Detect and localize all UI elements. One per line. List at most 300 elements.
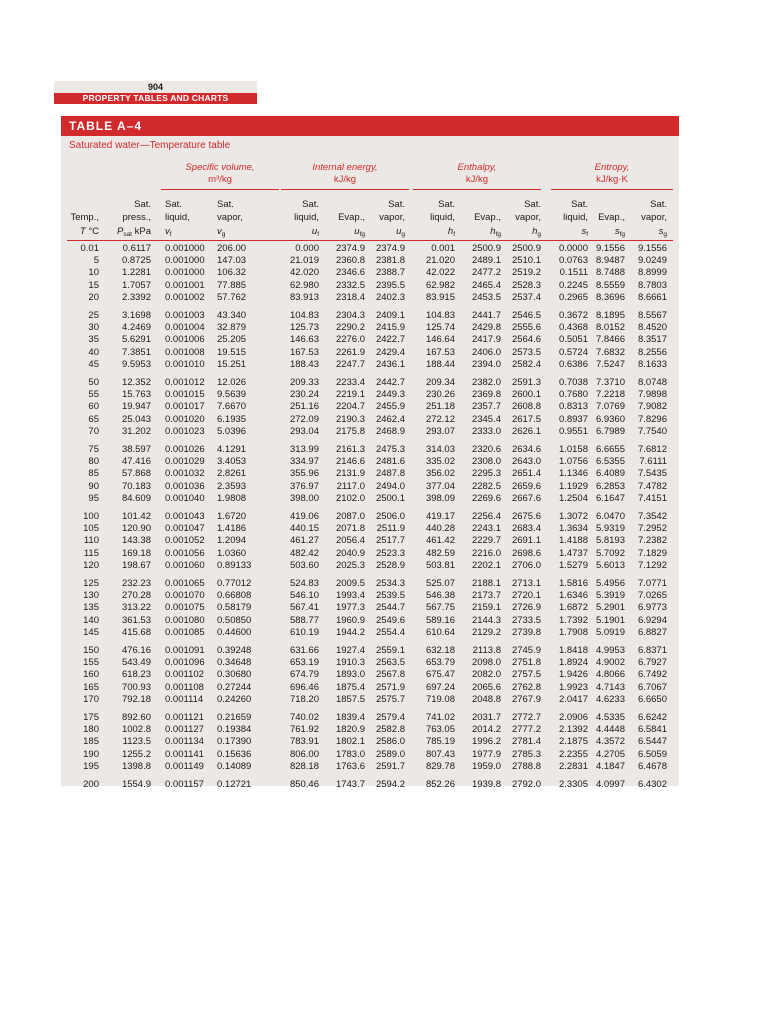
table-cell: 0.001023 [165,425,205,437]
table-cell: 0.001056 [165,547,205,559]
header-line: $s_f$ [581,225,588,238]
table-cell: 1.8418 [558,645,588,656]
table-cell: 2429.4 [375,346,405,358]
table-cell: 15 [88,279,99,291]
table-cell: 0.4368 [558,322,588,334]
table-cell: 1.7057 [121,279,151,291]
table-cell: 2173.7 [471,590,501,602]
header-line: liquid, [165,212,190,224]
table-cell: 0.8725 [121,255,151,267]
table-cell: 0.001065 [165,578,205,589]
table-cell: 2175.8 [335,425,365,437]
table-cell: 130 [83,590,99,602]
table-cell: 828.18 [289,760,319,772]
table-cell: 198.67 [121,559,151,571]
table-cell: 8.1633 [637,358,667,370]
header-line: $u_{fg}$ [354,225,365,238]
table-cell: 0.001060 [165,559,205,571]
table-cell: 361.53 [121,614,151,626]
table-cell: 700.93 [121,681,151,693]
table-cell: 2.8261 [217,468,247,480]
table-cell: 8.8999 [637,267,667,279]
table-cell: 0.19384 [217,724,252,736]
table-cell: 2204.7 [335,401,365,413]
table-cell: 2.3392 [121,291,151,303]
table-cell: 0.14089 [217,760,252,772]
table-cell: 2667.6 [511,492,541,504]
table-cell: 2573.5 [511,346,541,358]
table-cell: 8.5559 [595,279,625,291]
table-cell: 6.6650 [637,693,667,705]
table-cell: 1743.7 [335,779,365,790]
table-cell: 188.44 [425,358,455,370]
table-cell: 2082.0 [471,669,501,681]
table-cell: 104.83 [425,310,455,321]
table-cell: 1.6346 [558,590,588,602]
table-cell: 5.0396 [217,425,247,437]
table-cell: 2683.4 [511,523,541,535]
table-cell: 0.7038 [558,377,588,388]
table-cell: 440.15 [289,523,319,535]
table-cell: 7.3851 [121,346,151,358]
header-line: Sat. [650,199,667,210]
table-cell: 2346.6 [335,267,365,279]
table-title: TABLE A–4 [69,119,143,133]
table-cell: 7.3542 [637,511,667,522]
table-cell: 2528.9 [375,559,405,571]
table-cell: 0.44600 [217,626,252,638]
table-cell: 1.6872 [558,602,588,614]
table-cell: 6.7067 [637,681,667,693]
table-cell: 200 [83,779,99,790]
table-cell: 2500.1 [375,492,405,504]
table-cell: 2489.1 [471,255,501,267]
table-cell: 19.947 [121,401,151,413]
table-cell: 9.0249 [637,255,667,267]
table-cell: 106.32 [217,267,247,279]
table-cell: 2102.0 [335,492,365,504]
table-subtitle: Saturated water—Temperature table [69,140,231,151]
table-cell: 0.17390 [217,736,252,748]
table-cell: 567.75 [425,602,455,614]
table-cell: 15.251 [217,358,247,370]
header-line: Sat. [165,199,182,210]
table-cell: 125.74 [425,322,455,334]
table-cell: 7.5247 [595,358,625,370]
table-cell: 0.001127 [165,724,204,736]
table-cell: 2772.7 [511,712,541,723]
table-cell: 761.92 [289,724,319,736]
header-line: $v_g$ [217,225,226,238]
table-cell: 160 [83,669,99,681]
table-cell: 2563.5 [375,657,405,669]
table-cell: 1.0756 [558,456,588,468]
table-cell: 4.2705 [595,748,625,760]
table-cell: 2031.7 [471,712,501,723]
table-cell: 7.4782 [637,480,667,492]
group-name: Specific volume, [185,162,255,173]
table-cell: 2261.9 [335,346,365,358]
table-cell: 12.026 [217,377,247,388]
table-cell: 190 [83,748,99,760]
table-cell: 2188.1 [471,578,501,589]
table-cell: 2762.8 [511,681,541,693]
table-cell: 2468.9 [375,425,405,437]
table-cell: 5.0919 [595,626,625,638]
table-cell: 7.0265 [637,590,667,602]
header-line: Sat. [217,199,234,210]
table-cell: 675.47 [425,669,455,681]
table-cell: 0.66808 [217,590,252,602]
table-cell: 0.1511 [559,267,588,279]
table-cell: 0.89133 [217,559,252,571]
table-cell: 175 [83,712,99,723]
group-unit: kJ/kg·K [596,174,628,185]
table-cell: 8.7803 [637,279,667,291]
table-cell: 1977.3 [335,602,365,614]
table-cell: 2417.9 [471,334,501,346]
table-cell: 314.03 [425,444,455,455]
table-cell: 2651.4 [511,468,541,480]
table-cell: 2475.3 [375,444,405,455]
table-cell: 2.1875 [558,736,588,748]
table-cell: 4.2469 [121,322,151,334]
table-cell: 5.3919 [595,590,625,602]
table-cell: 7.6111 [639,456,667,468]
table-cell: 4.9002 [595,657,625,669]
table-cell: 0.000 [295,243,319,254]
table-cell: 377.04 [425,480,455,492]
table-cell: 543.49 [121,657,151,669]
table-cell: 610.19 [289,626,319,638]
table-cell: 2582.8 [375,724,405,736]
table-cell: 0.2965 [558,291,588,303]
table-cell: 1.7392 [558,614,588,626]
table-cell: 2247.7 [335,358,365,370]
header-line: T °C [79,225,99,237]
header-line: $h_g$ [532,225,541,238]
table-cell: 2462.4 [375,413,405,425]
table-cell: 1996.2 [471,736,501,748]
table-cell: 4.0997 [595,779,625,790]
table-cell: 32.879 [217,322,247,334]
table-cell: 8.0152 [595,322,625,334]
table-cell: 482.59 [425,547,455,559]
table-cell: 1959.0 [471,760,501,772]
table-cell: 115 [83,547,99,559]
table-cell: 4.5335 [595,712,625,723]
table-cell: 653.19 [289,657,319,669]
table-cell: 188.43 [289,358,319,370]
table-cell: 2415.9 [375,322,405,334]
table-cell: 2626.1 [511,425,541,437]
table-cell: 0.001114 [165,693,204,705]
table-cell: 2256.4 [471,511,501,522]
table-cell: 4.6233 [595,693,625,705]
table-cell: 140 [83,614,99,626]
table-cell: 6.8371 [637,645,667,656]
table-cell: 2098.0 [471,657,501,669]
table-cell: 2190.3 [335,413,365,425]
table-cell: 1.6720 [217,511,247,522]
table-cell: 2374.9 [335,243,365,254]
table-cell: 0.2245 [558,279,588,291]
table-cell: 185 [83,736,99,748]
table-cell: 60 [88,401,99,413]
table-cell: 8.0748 [637,377,667,388]
table-cell: 2129.2 [471,626,501,638]
table-cell: 2511.9 [376,523,405,535]
table-cell: 2269.6 [471,492,501,504]
table-cell: 2534.3 [375,578,405,589]
table-cell: 5.4956 [595,578,625,589]
table-cell: 2009.5 [335,578,365,589]
table-cell: 2659.6 [511,480,541,492]
table-cell: 145 [83,626,99,638]
table-cell: 230.24 [289,389,319,401]
table-cell: 110 [83,535,99,547]
header-line: Sat. [388,199,405,210]
table-cell: 313.22 [121,602,151,614]
table-cell: 763.05 [425,724,455,736]
table-cell: 0.001096 [165,657,205,669]
table-cell: 83.913 [289,291,319,303]
table-cell: 2381.8 [375,255,405,267]
table-cell: 6.9294 [637,614,667,626]
table-cell: 419.17 [425,511,455,522]
table-cell: 5.2901 [595,602,625,614]
table-cell: 0.5051 [558,334,588,346]
table-cell: 15.763 [121,389,151,401]
table-cell: 398.00 [289,492,319,504]
table-cell: 2510.1 [511,255,541,267]
table-cell: 8.3696 [595,291,625,303]
table-cell: 90 [88,480,99,492]
table-cell: 785.19 [425,736,455,748]
table-cell: 50 [88,377,99,388]
table-cell: 2295.3 [471,468,501,480]
table-cell: 0.001 [431,243,455,254]
table-cell: 0.001003 [165,310,205,321]
table-cell: 2276.0 [335,334,365,346]
table-cell: 1.9808 [217,492,247,504]
table-cell: 1.7908 [558,626,588,638]
table-cell: 0.001017 [165,401,205,413]
table-cell: 6.4678 [637,760,667,772]
table-cell: 1944.2 [335,626,365,638]
table-cell: 2600.1 [511,389,541,401]
table-cell: 230.26 [425,389,455,401]
table-cell: 356.02 [425,468,455,480]
table-cell: 0.001020 [165,413,205,425]
table-cell: 0.001080 [165,614,205,626]
table-cell: 5.7092 [595,547,625,559]
table-cell: 355.96 [289,468,319,480]
table-cell: 503.81 [425,559,455,571]
table-cell: 1.4186 [217,523,247,535]
table-cell: 1857.5 [335,693,365,705]
table-cell: 147.03 [217,255,247,267]
table-cell: 2477.2 [471,267,501,279]
table-cell: 2056.4 [335,535,365,547]
table-cell: 653.79 [425,657,455,669]
table-cell: 2.3593 [217,480,247,492]
table-cell: 3.1698 [121,310,151,321]
table-cell: 719.08 [425,693,455,705]
table-cell: 6.8827 [637,626,667,638]
table-cell: 2589.0 [375,748,405,760]
table-cell: 1255.2 [121,748,151,760]
table-cell: 6.6655 [595,444,625,455]
table-cell: 75 [88,444,99,455]
table-cell: 8.7488 [595,267,625,279]
table-cell: 6.5841 [637,724,667,736]
table-cell: 674.79 [289,669,319,681]
header-line: $s_g$ [658,225,667,238]
table-cell: 7.3710 [595,377,625,388]
header-line: Evap., [474,212,501,224]
table-cell: 0.7680 [558,389,588,401]
table-cell: 95 [88,492,99,504]
header-line: liquid, [563,212,588,224]
table-cell: 2304.3 [335,310,365,321]
table-cell: 25.205 [217,334,247,346]
table-cell: 62.980 [289,279,319,291]
table-cell: 125.73 [289,322,319,334]
table-cell: 0.001108 [165,681,204,693]
table-cell: 6.5447 [637,736,667,748]
table-cell: 546.10 [289,590,319,602]
table-cell: 7.8296 [637,413,667,425]
table-cell: 0.001121 [165,712,204,723]
table-cell: 2554.4 [375,626,405,638]
table-cell: 7.2382 [637,535,667,547]
table-cell: 1.2094 [217,535,247,547]
table-cell: 2582.4 [511,358,541,370]
table-cell: 2675.6 [511,511,541,522]
table-cell: 7.2952 [637,523,667,535]
table-cell: 0.24260 [217,693,252,705]
table-cell: 2406.0 [471,346,501,358]
table-cell: 4.1291 [217,444,247,455]
table-cell: 47.416 [121,456,151,468]
group-unit: kJ/kg [333,174,357,185]
table-cell: 2528.3 [511,279,541,291]
table-cell: 2706.0 [511,559,541,571]
group-unit: m³/kg [208,174,232,185]
table-cell: 2144.3 [471,614,501,626]
table-cell: 0.001157 [165,779,204,790]
table-cell: 0.001000 [165,255,205,267]
table-cell: 150 [83,645,99,656]
table-cell: 2549.6 [375,614,405,626]
table-cell: 0.8937 [558,413,588,425]
table-cell: 2594.2 [375,779,405,790]
table-cell: 2290.2 [335,322,365,334]
header-line: $h_{fg}$ [490,225,501,238]
table-cell: 2229.7 [471,535,501,547]
table-cell: 70.183 [121,480,151,492]
table-cell: 0.001004 [165,322,205,334]
table-cell: 0.001010 [165,358,205,370]
table-cell: 3.4053 [217,456,247,468]
header-line: liquid, [294,212,319,224]
table-cell: 718.20 [289,693,319,705]
table-cell: 1.3072 [558,511,588,522]
table-cell: 80 [88,456,99,468]
table-cell: 7.0769 [595,401,625,413]
table-cell: 419.06 [289,511,319,522]
table-cell: 167.53 [425,346,455,358]
table-cell: 0.30680 [217,669,252,681]
table-cell: 143.38 [121,535,151,547]
table-cell: 461.42 [425,535,455,547]
table-cell: 125 [83,578,99,589]
table-cell: 2388.7 [375,267,405,279]
table-cell: 2555.6 [511,322,541,334]
property-table [61,116,679,790]
table-cell: 169.18 [121,547,151,559]
group-name: Internal energy, [312,162,378,173]
page-number: 904 [147,82,164,92]
table-cell: 2131.9 [335,468,365,480]
table-cell: 4.1847 [595,760,625,772]
table-cell: 65 [88,413,99,425]
table-cell: 1763.6 [335,760,365,772]
table-cell: 70 [88,425,99,437]
table-cell: 2745.9 [511,645,541,656]
table-cell: 1960.9 [335,614,365,626]
table-cell: 1.5816 [558,578,588,589]
table-cell: 180 [83,724,99,736]
table-cell: 1.1346 [558,468,588,480]
table-cell: 0.001012 [165,377,205,388]
table-cell: 20 [88,291,99,303]
header-line: $u_g$ [396,225,405,238]
table-cell: 1002.8 [121,724,151,736]
table-cell: 2216.0 [471,547,501,559]
table-cell: 7.2218 [595,389,625,401]
table-cell: 0.34648 [217,657,252,669]
page-header [54,81,257,104]
table-cell: 783.91 [289,736,319,748]
table-cell: 6.1935 [217,413,247,425]
table-cell: 2494.0 [375,480,405,492]
header-line: $P_{sat}$ kPa [116,225,151,238]
table-cell: 1.2504 [558,492,588,504]
table-cell: 610.64 [425,626,455,638]
table-cell: 135 [83,602,99,614]
table-cell: 0.001032 [165,468,205,480]
table-cell: 2500.9 [511,243,541,254]
table-cell: 120 [83,559,99,571]
table-cell: 2.0906 [558,712,588,723]
table-cell: 1893.0 [335,669,365,681]
table-cell: 9.5639 [217,389,247,401]
table-cell: 1875.4 [335,681,365,693]
header-line: $h_f$ [447,225,455,238]
table-cell: 83.915 [425,291,455,303]
table-cell: 209.33 [289,377,319,388]
table-cell: 43.340 [217,310,247,321]
table-cell: 6.5059 [637,748,667,760]
group-unit: kJ/kg [465,174,489,185]
table-cell: 0.77012 [217,578,252,589]
header-line: Sat. [571,199,588,210]
table-cell: 2788.8 [511,760,541,772]
table-cell: 1.4737 [558,547,588,559]
table-cell: 0.001029 [165,456,205,468]
